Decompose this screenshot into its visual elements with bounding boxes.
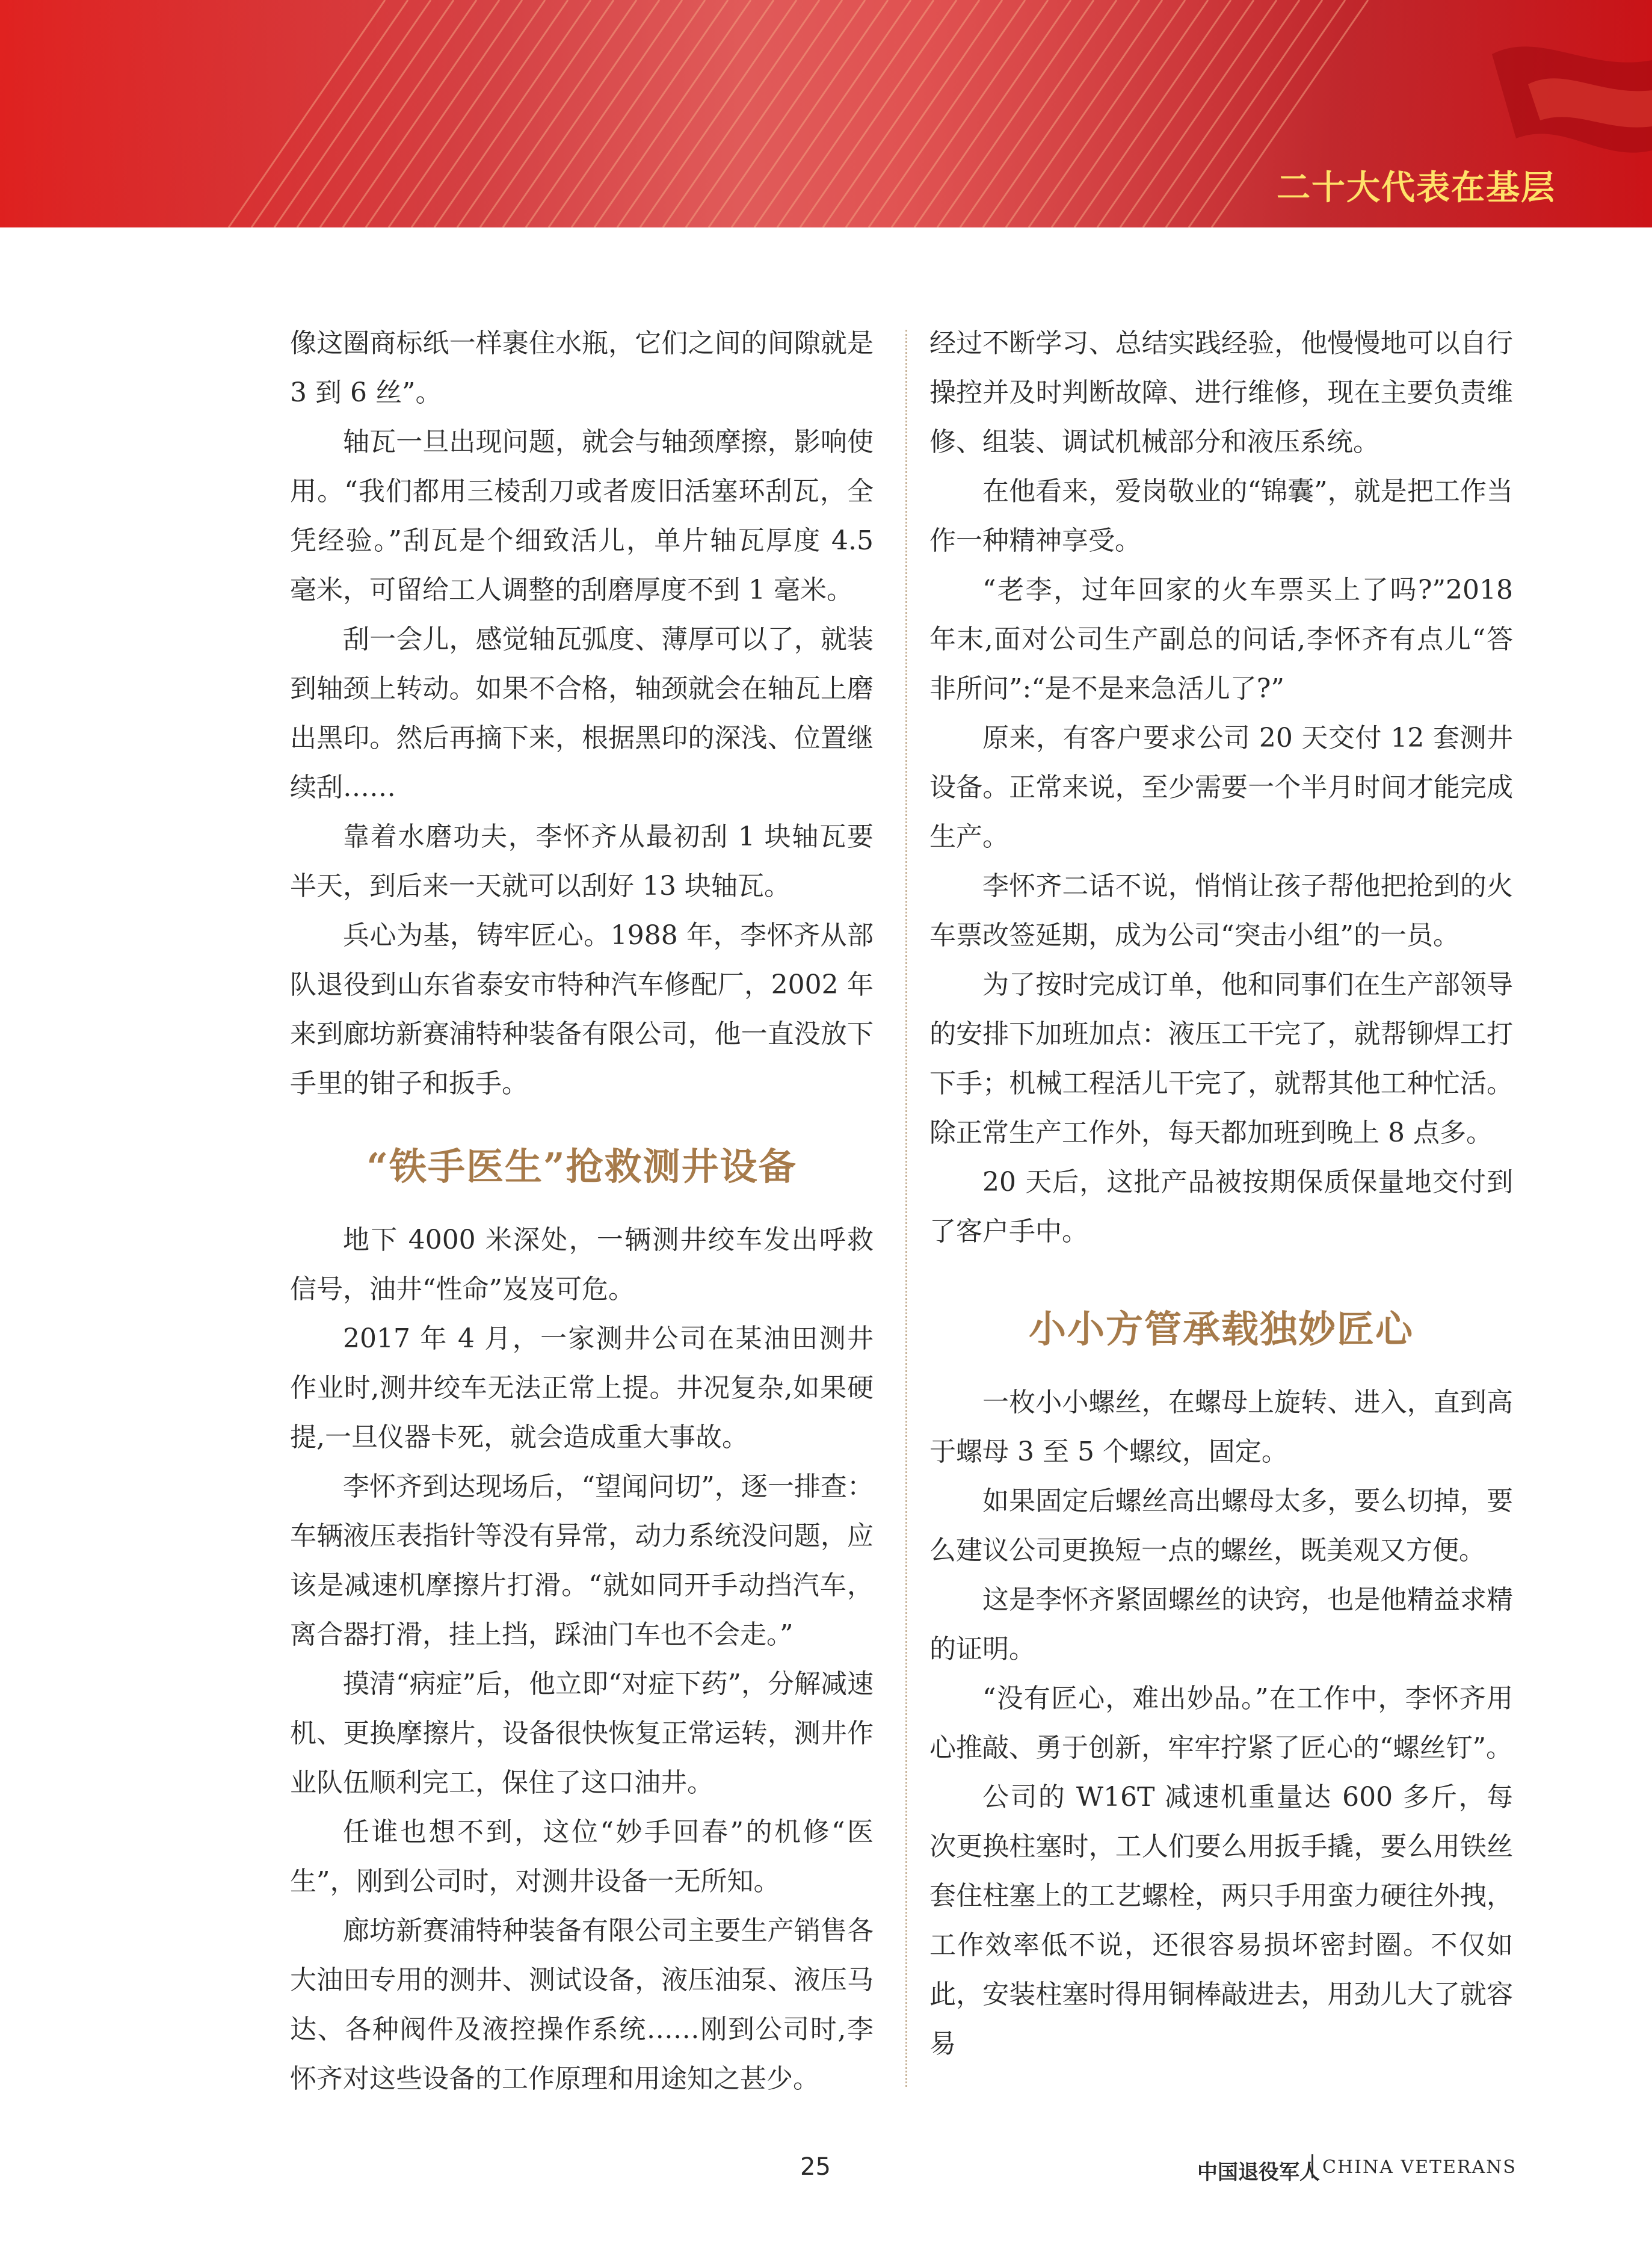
- paragraph: 为了按时完成订单，他和同事们在生产部领导的安排下加班加点：液压工干完了，就帮铆焊工打下手；机械工程活儿干完了，就帮其他工种忙活。除正常生产工作外，每天都加班到晚上 8 点多。: [929, 969, 1513, 1148]
- header-banner: [0, 0, 1652, 227]
- magazine-name-cn: 中国退役军人: [1197, 2160, 1320, 2184]
- paragraph: 轴瓦一旦出现问题，就会与轴颈摩擦，影响使用。“我们都用三棱刮刀或者废旧活塞环刮瓦，全凭经验。”刮瓦是个细致活儿，单片轴瓦厚度 4.5 毫米，可留给工人调整的刮磨厚度不到 1 毫米。: [290, 427, 874, 605]
- footer-separator: [1311, 2154, 1313, 2178]
- column-title: 二十大代表在基层: [1277, 168, 1556, 208]
- paragraph: 任谁也想不到，这位“妙手回春”的机修“医生”，刚到公司时，对测井设备一无所知。: [290, 1817, 874, 1897]
- paragraph: 经过不断学习、总结实践经验，他慢慢地可以自行操控并及时判断故障、进行维修，现在主要负责维修、组装、调试机械部分和液压系统。: [929, 328, 1513, 457]
- left-column: [290, 319, 874, 2104]
- paragraph: 这是李怀齐紧固螺丝的诀窍，也是他精益求精的证明。: [929, 1584, 1513, 1664]
- column-divider: [905, 330, 907, 2087]
- paragraph: 2017 年 4 月，一家测井公司在某油田测井作业时,测井绞车无法正常上提。井况复杂,如果硬提,一旦仪器卡死，就会造成重大事故。: [290, 1323, 874, 1453]
- paragraph: 刮一会儿，感觉轴瓦弧度、薄厚可以了，就装到轴颈上转动。如果不合格，轴颈就会在轴瓦上磨出黑印。然后再摘下来，根据黑印的深浅、位置继续刮……: [290, 624, 874, 803]
- magazine-name-en: CHINA VETERANS: [1322, 2157, 1517, 2178]
- paragraph: 如果固定后螺丝高出螺母太多，要么切掉，要么建议公司更换短一点的螺丝，既美观又方便。: [929, 1486, 1513, 1566]
- paragraph: 公司的 W16T 减速机重量达 600 多斤，每次更换柱塞时，工人们要么用扳手撬，要么用铁丝套住柱塞上的工艺螺栓，两只手用蛮力硬往外拽，工作效率低不说，还很容易损坏密封圈。不仅如此，安装柱塞时得用铜棒敲进去，用劲儿大了就容易: [929, 1782, 1513, 2059]
- paragraph: 像这圈商标纸一样裹住水瓶，它们之间的间隙就是 3 到 6 丝”。: [290, 328, 874, 408]
- paragraph: 20 天后，这批产品被按期保质保量地交付到了客户手中。: [929, 1167, 1513, 1247]
- right-column: [929, 319, 1513, 2069]
- section-heading: “铁手医生”抢救测井设备: [366, 1145, 797, 1188]
- paragraph: 李怀齐到达现场后，“望闻问切”，逐一排查：车辆液压表指针等没有异常，动力系统没问题，应该是减速机摩擦片打滑。“就如同开手动挡汽车，离合器打滑，挂上挡，踩油门车也不会走。”: [290, 1471, 874, 1650]
- paragraph: 靠着水磨功夫，李怀齐从最初刮 1 块轴瓦要半天，到后来一天就可以刮好 13 块轴瓦。: [290, 821, 874, 901]
- paragraph: 兵心为基，铸牢匠心。1988 年，李怀齐从部队退役到山东省泰安市特种汽车修配厂，2002 年来到廊坊新赛浦特种装备有限公司，他一直没放下手里的钳子和扳手。: [290, 920, 874, 1099]
- paragraph: 在他看来，爱岗敬业的“锦囊”，就是把工作当作一种精神享受。: [929, 476, 1513, 556]
- paragraph: 摸清“病症”后，他立即“对症下药”，分解减速机、更换摩擦片，设备很快恢复正常运转，测井作业队伍顺利完工，保住了这口油井。: [290, 1669, 874, 1798]
- paragraph: 原来，有客户要求公司 20 天交付 12 套测井设备。正常来说，至少需要一个半月时间才能完成生产。: [929, 723, 1513, 852]
- page-number: 25: [800, 2153, 831, 2181]
- paragraph: “老李，过年回家的火车票买上了吗?”2018 年末,面对公司生产副总的问话,李怀齐有点儿“答非所问”:“是不是来急活儿了?”: [929, 575, 1513, 704]
- paragraph: 李怀齐二话不说，悄悄让孩子帮他把抢到的火车票改签延期，成为公司“突击小组”的一员。: [929, 871, 1513, 951]
- paragraph: 地下 4000 米深处，一辆测井绞车发出呼救信号，油井“性命”岌岌可危。: [290, 1225, 874, 1305]
- paragraph: 一枚小小螺丝，在螺母上旋转、进入，直到高于螺母 3 至 5 个螺纹，固定。: [929, 1387, 1513, 1467]
- paragraph: 廊坊新赛浦特种装备有限公司主要生产销售各大油田专用的测井、测试设备，液压油泵、液压马达、各种阀件及液控操作系统……刚到公司时,李怀齐对这些设备的工作原理和用途知之甚少。: [290, 1915, 874, 2094]
- paragraph: “没有匠心，难出妙品。”在工作中，李怀齐用心推敲、勇于创新，牢牢拧紧了匠心的“螺丝钉”。: [929, 1683, 1513, 1763]
- section-heading: 小小方管承载独妙匠心: [1028, 1307, 1414, 1351]
